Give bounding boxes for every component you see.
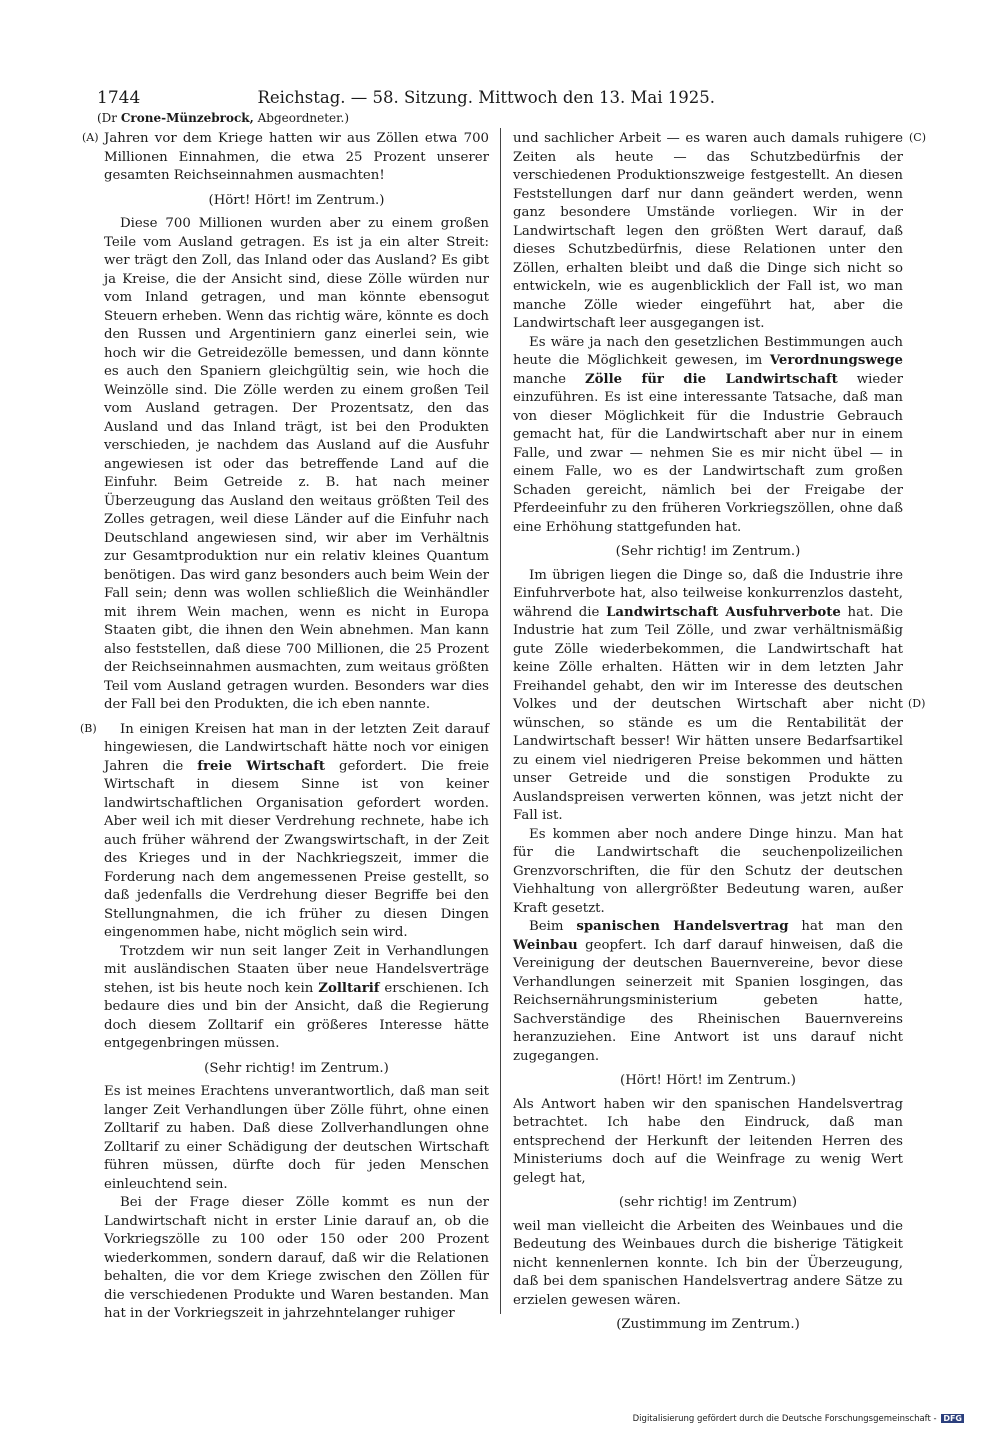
text-run: Es wäre ja nach den gesetzlichen Bestimmungen auch heute die Möglichkeit gewesen, im [513,334,903,368]
digitization-credit [633,1414,964,1424]
paragraph [104,943,489,1054]
margin-mark-b: (B) [80,722,97,735]
running-title: Reichstag. — 58. Sitzung. Mittwoch den 13. Mai 1925. [257,88,715,107]
right-column [513,130,903,1340]
emphasis-term: spanischen Handelsvertrag [576,919,789,934]
emphasis-term: Zölle für die Landwirtschaft [584,371,838,387]
dfg-logo: DFG [943,1414,962,1423]
interjection: (Zustimmung im Zentrum.) [616,1317,800,1332]
paragraph: weil man vielleicht die Arbeiten des Weinbaues und die Bedeutung des Weinbaues durch die bisherige Tätigkeit nicht kennenlernen konnte. Ich bin der Überzeugung, daß bei dem spanischen Handelsvertrag andere Sätze zu erzielen gewesen wären. [513,1218,903,1308]
emphasis-term: Zolltarif [318,980,380,996]
paragraph: Jahren vor dem Kriege hatten wir aus Zöllen etwa 700 Millionen Einnahmen, die etwa 25 Prozent unserer gesamten Reichseinnahmen ausmachten! [104,131,489,183]
paragraph: und sachlicher Arbeit — es waren auch damals ruhigere Zeiten als heute — das Schutzbedürfnis der verschiedenen Produktionszweige festgestellt. An diesen Feststellungen darf nur dann geändert werden, wenn ganz besondere Umstände vorliegen. Wir in der Landwirtschaft legen den größten Wert darauf, daß dieses Schutzbedürfnis, diese Relationen unter den Zöllen, erhalten bleibt und daß die Dinge sich nicht so entwickeln, wie es augenblicklich der Fall ist, wo man manche Zölle wieder eingeführt hat, aber die Landwirtschaft leer ausgegangen ist. [513,131,903,331]
credit-text: Digitalisierung gefördert durch die Deutsche Forschungsgemeinschaft - [632,1414,937,1424]
speaker-line [97,111,349,125]
emphasis-term: Weinbau [513,937,578,953]
margin-mark-a: (A) [82,131,99,144]
text-run: manche [513,371,585,387]
text-run: hat. Die Industrie hat zum Teil Zölle, und zwar verhältnismäßig gute Zölle wiederbekommen, die Landwirtschaft hat keine Zölle erhalten. Hätten wir in dem letzten Jahr Freihandel gehabt, den wir im Interesse des deutschen Volkes und der deutschen Wirtschaft aber nicht wünschen, so stände es um die Rentabilität der Landwirtschaft besser! Wir hätten unsere Bedarfsartikel zu einem viel niedrigeren Preise bekommen und hätten unser Getreide und die sonstigen Produkte zu Auslandspreisen verwerten können, was jetzt nicht der Fall ist. [513,604,903,823]
margin-mark-c: (C) [909,131,926,144]
paragraph: Als Antwort haben wir den spanischen Handelsvertrag betrachtet. Ich habe den Eindruck, daß man entsprechend der Herkunft der leitenden Herren des Ministeriums doch auf die Weinfrage zu wenig Wert gelegt hat, [513,1096,903,1186]
interjection: (Hört! Hört! im Zentrum.) [620,1073,796,1088]
page-number: 1744 [97,88,141,108]
text-run: In einigen Kreisen hat man in der letzten Zeit darauf hingewiesen, die Landwirtschaft hätte noch vor einigen Jahren die [104,721,489,774]
text-run: Im übrigen liegen die Dinge so, daß die Industrie ihre Einfuhrverbote hat, also teilweise konkurrenzlos dasteht, während die [513,567,903,620]
emphasis-term: freie Wirtschaft [197,758,325,774]
text-run: hat man den [788,919,903,934]
column-divider [500,128,501,1314]
speaker-rest: Abgeordneter.) [253,111,350,125]
interjection: (Sehr richtig! im Zentrum.) [204,1060,389,1076]
left-column [104,130,489,1324]
interjection: (Hört! Hört! im Zentrum.) [208,192,385,208]
emphasis-term: Landwirtschaft Ausfuhrverbote [606,604,841,620]
interjection: (Sehr richtig! im Zentrum.) [615,544,801,559]
paragraph [513,334,903,538]
speaker-open: (Dr [97,111,121,125]
paragraph [513,918,903,1066]
speaker-name: Crone-Münzebrock, [120,111,254,125]
paragraph: Es ist meines Erachtens unverantwortlich, daß man seit langer Zeit Verhandlungen über Zölle führt, ohne einen Zolltarif zu haben. Daß diese Zollverhandlungen ohne Zolltarif zu einer Schädigung der deutschen Wirtschaft führen müssen, dürfte doch für jeden Menschen einleuchtend sein. [104,1084,489,1192]
paragraph [104,721,489,943]
text-run: gefordert. Die freie Wirtschaft in diesem Sinne ist von keiner landwirtschaftlichen Organisation gefordert worden. Aber weil ich mit dieser Verdrehung rechnete, habe ich auch früher während der Zwangswirtschaft, in der Zeit des Krieges und in der Nachkriegszeit, immer die Forderung nach dem angemessenen Preise gestellt, so daß jedenfalls die Verdrehung dieser Begriffe bei den Stellungnahmen, die ich früher zu diesen Dingen eingenommen habe, nicht möglich sein wird. [104,758,490,940]
text-run: wieder einzuführen. Es ist eine interessante Tatsache, daß man von dieser Möglichkeit für die Industrie Gebrauch gemacht hat, für die Landwirtschaft aber nur in einem Falle, und zwar — nehmen Sie es mir nicht übel — in einem Falle, wo es der Landwirtschaft zum großen Schaden gereicht, nämlich bei der Freigabe der Pferdeeinfuhr zu den früheren Vorkriegszöllen, ohne daß eine Erhöhung stattgefunden hat. [513,371,904,535]
text-run: geopfert. Ich darf darauf hinweisen, daß die Vereinigung der deutschen Bauernvereine, bevor diese Verhandlungen seinerzeit mit Spanien losgingen, das Reichsernährungsministerium gebeten hatte, Sachverständige des Rheinischen Bauernvereins heranzuziehen. Eine Antwort ist uns darauf nicht zugegangen. [513,937,903,1064]
interjection: (sehr richtig! im Zentrum) [618,1195,798,1210]
text-run: erschienen. Ich bedaure dies und bin der Ansicht, daß die Regierung doch diesem Zolltarif ein größeres Interesse hätte entgegenbringen müssen. [104,980,489,1051]
margin-mark-d: (D) [908,697,926,710]
paragraph: Es kommen aber noch andere Dinge hinzu. Man hat für die Landwirtschaft die seuchenpolizeilichen Grenzvorschriften, die für den Schutz der deutschen Viehhaltung von allergrößter Bedeutung waren, außer Kraft gesetzt. [513,826,903,916]
running-header [97,88,715,108]
paragraph: Diese 700 Millionen wurden aber zu einem großen Teile vom Ausland getragen. Es ist ja ein alter Streit: wer trägt den Zoll, das Inland oder das Ausland? Es gibt ja Kreise, die der Ansicht sind, diese Zölle würden nur vom Inland getragen, und man könnte ebensogut Steuern erheben. Wenn das richtig wäre, könnte es doch den Russen und Argentiniern ganz einerlei sein, wie hoch wir die Getreidezölle bemessen, und dann könnte es auch den Spaniern gleichgültig sein, wie hoch die Weinzölle sind. Die Zölle werden zu einem großen Teil vom Ausland getragen. Der Prozentsatz, den das Ausland und das Inland trägt, ist bei den Produkten verschieden, je nachdem das Ausland auf die Ausfuhr angewiesen ist oder das betreffende Land auf die Einfuhr. Beim Getreide z. B. hat nach meiner Überzeugung das Ausland den weitaus größten Teil des Zolles getragen, weil diese Länder auf die Einfuhr nach Deutschland angewiesen sind, wir aber im Verhältnis zur Gesamtproduktion nur ein relativ kleines Quantum benötigen. Das wird ganz besonders auch beim Wein der Fall sein; denn was wollen schließlich die Weinhändler mit ihrem Wein machen, wenn es nicht in Europa Staaten gibt, die ihnen den Wein abnehmen. Man kann also feststellen, daß diese 700 Millionen, die 25 Prozent der Reichseinnahmen ausmachten, zum weitaus größten Teil vom Ausland getragen wurden. Besonders war dies der Fall bei den Produkten, die ich eben nannte. [104,216,489,712]
paragraph [513,567,903,826]
text-run: Trotzdem wir nun seit langer Zeit in Verhandlungen mit ausländischen Staaten über neue Handelsverträge stehen, ist bis heute noch kein [104,943,489,996]
emphasis-term: Verordnungswege [769,353,903,368]
paragraph: Bei der Frage dieser Zölle kommt es nun der Landwirtschaft nicht in erster Linie darauf an, ob die Vorkriegszölle zu 100 oder 150 oder 200 Prozent wiederkommen, sondern darauf, daß wir die Relationen behalten, die vor dem Kriege zwischen den Zöllen für die verschiedenen Produkte und Waren bestanden. Man hat in der Vorkriegszeit in jahrzehntelanger ruhiger [104,1195,489,1321]
text-run: Beim [529,919,577,934]
